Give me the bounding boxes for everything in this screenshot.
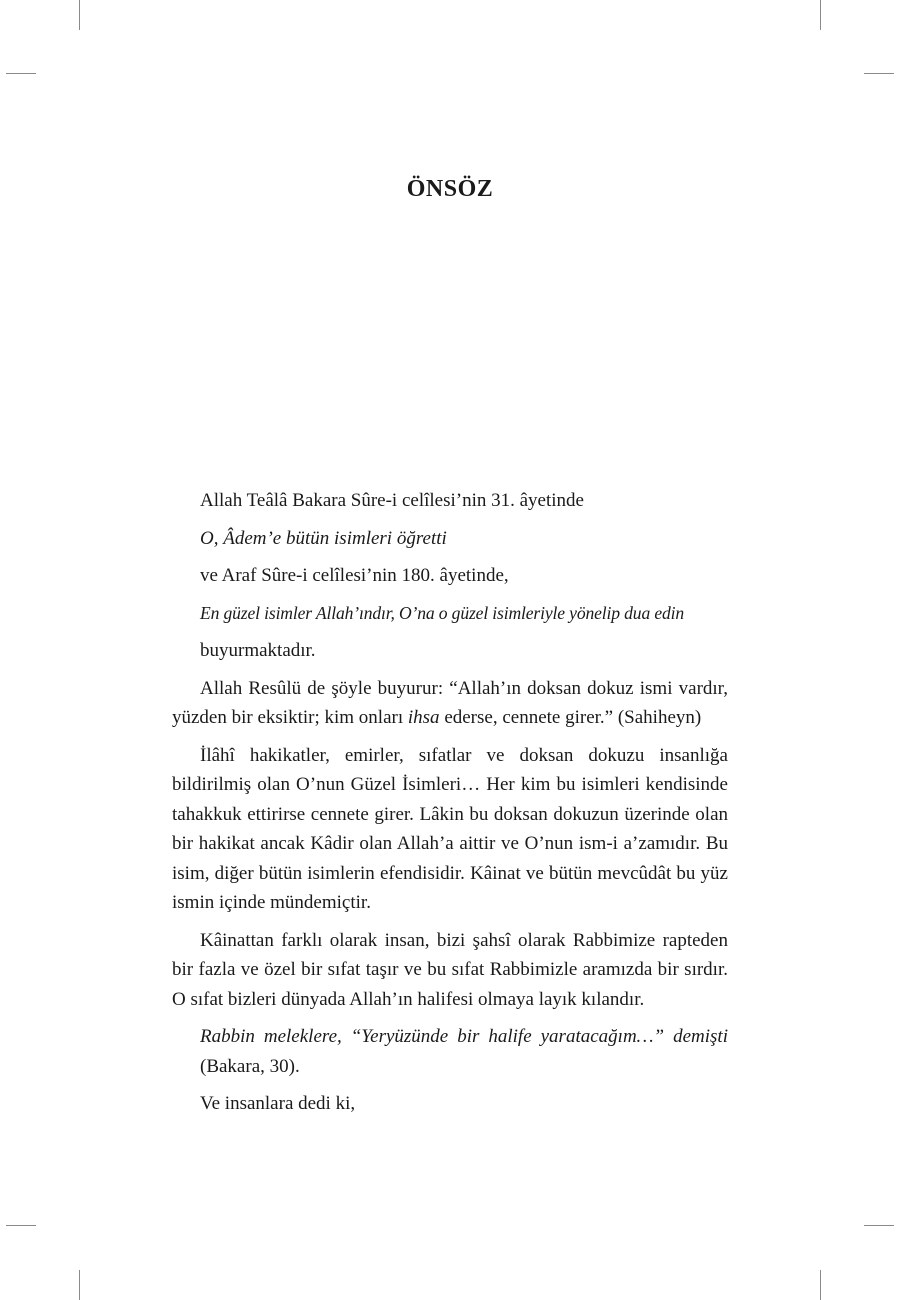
crop-mark-right-upper	[864, 73, 894, 74]
paragraph-ve-insanlara: Ve insanlara dedi ki,	[200, 1093, 356, 1114]
paragraph-ilahi-hakikatler: İlâhî hakikatler, emirler, sıfatlar ve doksan dokuzu insanlığa bildirilmiş olan O’nun Güzel İsimleri… Her kim bu isimleri kendisinde tahakkuk ettirirse cennete girer. Lâkin bu doksan dokuzun üzerinde olan bir hakikat ancak Kâdir olan Allah’a aittir ve O’nun ism-i a’zamıdır. Bu isim, diğer bütün isimlerin efendisidir. Kâinat ve bütün mevcûdât bu yüz ismin içinde mündemiçtir.	[172, 744, 728, 913]
crop-mark-bottom-right	[820, 1270, 821, 1300]
quote-bakara-30: Rabbin meleklere, “Yeryüzünde bir halife yaratacağım…” demişti	[200, 1026, 728, 1047]
paragraph-kainattan: Kâinattan farklı olarak insan, bizi şahsî olarak Rabbimize raptеden bir fazla ve özel bir sıfat taşır ve bu sıfat Rabbimizle aramızda bir sırdır. O sıfat bizleri dünyada Allah’ın halifesi olmaya layık kılandır.	[172, 929, 728, 1010]
page-title: ÖNSÖZ	[406, 176, 494, 202]
quote-bakara-30-ref: (Bakara, 30).	[200, 1055, 300, 1077]
paragraph-intro: Allah Teâlâ Bakara Sûre-i celîlesi’nin 31. âyetinde	[200, 490, 584, 511]
quote-verse-180: En güzel isimler Allah’ındır, O’na o güzel isimleriyle yönelip dua edin	[200, 602, 685, 623]
body-text	[172, 486, 728, 1119]
paragraph-buyurmaktadir: buyurmaktadır.	[200, 640, 316, 661]
crop-mark-right-lower	[864, 1225, 894, 1226]
hadith-ihsa: ihsa	[407, 707, 440, 728]
hadith-text-a: Allah Resûlü de şöyle buyurur: “Allah’ın doksan dokuz ismi vardır, yüzden bir eksiktir; kim onları	[172, 677, 728, 728]
hadith-text-b: ederse, cennete girer.” (Sahiheyn)	[439, 707, 702, 728]
crop-mark-top-right	[820, 0, 821, 30]
crop-mark-bottom-left	[79, 1270, 80, 1300]
paragraph-araf: ve Araf Sûre-i celîlesi’nin 180. âyetinde,	[200, 565, 509, 586]
crop-mark-left-lower	[6, 1225, 36, 1226]
crop-mark-top-left	[79, 0, 80, 30]
crop-mark-left-upper	[6, 73, 36, 74]
quote-verse-31: O, Âdem’e bütün isimleri öğretti	[200, 527, 447, 549]
paragraph-hadith	[172, 674, 728, 733]
